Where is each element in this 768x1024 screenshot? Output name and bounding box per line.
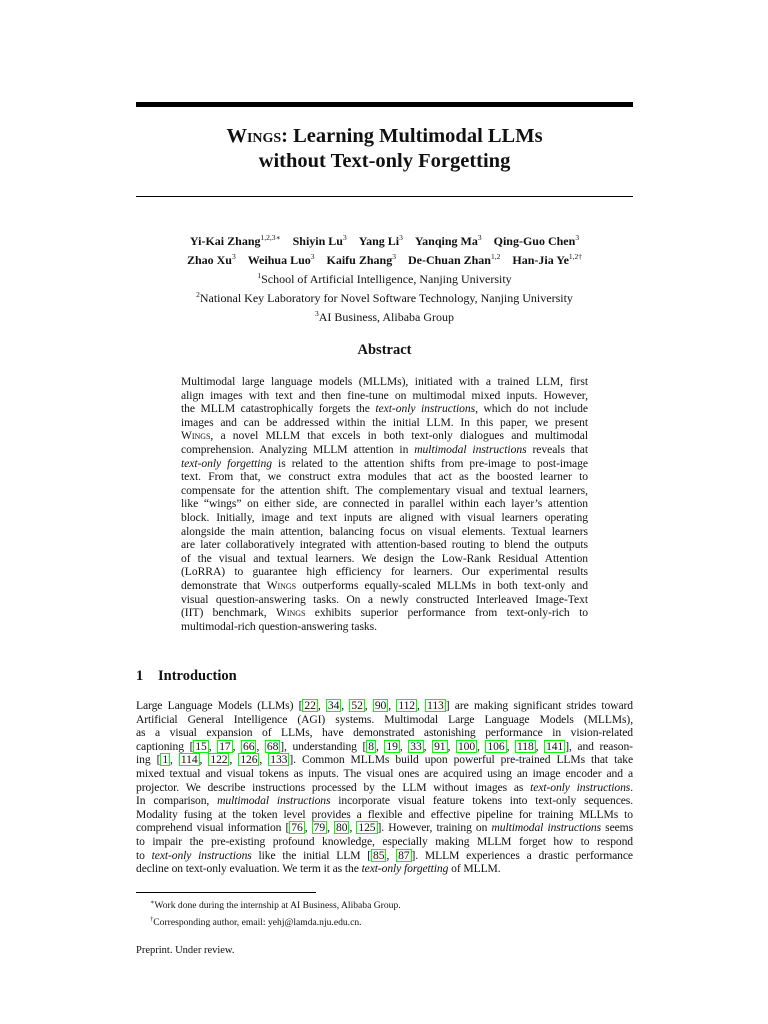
section-number: 1	[136, 668, 144, 684]
emphasis: multimodal instructions	[414, 442, 527, 456]
text-line: text-only forgetting is related to the attention shifts from pre-image to post-image	[181, 456, 588, 470]
author-block	[136, 230, 633, 325]
text-line: are later collaboratively integrated with attention-based routing to blend the outputs	[181, 538, 588, 552]
author-affiliation-mark: 3	[392, 252, 396, 261]
citation-link: 85	[373, 848, 385, 862]
emphasis: text-only instructions	[530, 780, 631, 794]
author-name: Kaifu Zhang$^3$	[326, 252, 396, 267]
affiliation-mark: 2	[196, 290, 200, 299]
citation-link: 125	[358, 821, 376, 835]
title-top-rule	[136, 102, 633, 107]
citation-link: 76	[291, 821, 303, 835]
author-name: Zhao Xu$^3$	[186, 252, 236, 267]
author-affiliation-mark: 3	[231, 252, 236, 261]
emphasis: text-only forgetting	[361, 862, 449, 876]
citation-link: 8	[368, 739, 374, 753]
text-line: the MLLM catastrophically forgets the text-only instructions, which do not include	[181, 402, 588, 416]
text-line: projector. We describe instructions processed by the LLM without images as text-only instructions.	[136, 780, 633, 794]
footnote: ∗Work done during the internship at AI Business, Alibaba Group.	[150, 899, 401, 911]
emphasis: text-only instructions	[375, 402, 476, 416]
author-affiliation-mark: 3	[477, 233, 482, 242]
text-line: captioning [ 15 , 17 , 66 , 68 ], understanding [ 8 , 19 , 33 , 91 , 100 , 106 , 118 , 141 ], and reason-	[136, 739, 633, 753]
title-line1: : Learning Multimodal LLMs	[281, 125, 543, 147]
citation-link: 114	[180, 753, 198, 767]
section-title: Introduction	[158, 668, 237, 684]
citation-link: 122	[210, 753, 228, 767]
text-line: Multimodal large language models (MLLMs), initiated with a trained LLM, first	[181, 375, 588, 388]
citation-link: 100	[457, 739, 476, 753]
author-affiliation-mark: 3	[399, 233, 403, 242]
emphasis: text-only forgetting	[181, 456, 272, 470]
citation-link: 141	[546, 739, 564, 753]
citation-link: 22	[304, 699, 316, 712]
text-line: to impair the pre-existing profound knowledge, especially making MLLM forget how to respond	[136, 834, 633, 848]
text-line: block. Initially, image and text inputs are aligned with visual learners operating	[181, 510, 588, 524]
author-name: De-Chuan Zhan$^{1,2}$	[407, 252, 501, 267]
text-line: alongside the main attention, balancing focus on visual elements. Textual learners	[181, 524, 588, 538]
author-affiliation-mark: 3	[310, 252, 315, 261]
emphasis: text-only instructions	[151, 848, 252, 862]
citation-link: 106	[487, 739, 505, 753]
paper-title	[136, 124, 633, 174]
text-line: of the visual and textual learners. We design the Low-Rank Residual Attention	[181, 551, 588, 565]
citation-link: 17	[219, 739, 231, 753]
text-line: multimodal-rich question-answering tasks.	[181, 619, 377, 633]
author-name: Yanqing Ma$^3$	[414, 233, 482, 248]
affiliations	[136, 268, 633, 325]
author-name: Qing-Guo Chen$^3$	[493, 233, 580, 248]
text-line: images and can be addressed within the initial LLM. In this paper, we present	[181, 415, 588, 429]
author-row	[136, 230, 633, 249]
citation-link: 66	[243, 739, 255, 753]
text-line: visual question-answering tasks. On a newly constructed Interleaved Image-Text	[181, 592, 588, 606]
abstract-heading: Abstract	[357, 342, 412, 358]
text-line: text. From that, we construct extra modules that act as the boosted learner to	[181, 470, 588, 484]
text-line: Modality fusing at the token level provides a flexible and effective pipeline for training MLLMs to	[136, 807, 633, 821]
affiliation-line: $^3$AI Business, Alibaba Group	[314, 309, 455, 324]
citation-link: 19	[386, 739, 398, 753]
citation-link: 79	[313, 821, 326, 835]
wings-name: Wings	[266, 578, 297, 592]
text-line: as a visual expansion of LLMs, have demonstrated astonishing performance in vision-related	[136, 726, 633, 740]
author-affiliation-mark: 3	[575, 233, 580, 242]
citation-link: 113	[427, 699, 444, 712]
author-name: Yi-Kai Zhang$^{1,2,3∗}$	[189, 233, 281, 248]
affiliation-mark: 3	[314, 309, 319, 318]
footnotes	[150, 896, 401, 930]
citation-link: 34	[327, 699, 340, 712]
preprint-note: Preprint. Under review.	[136, 945, 235, 956]
text-line: (LoRRA) to guarantee high efficiency for learners. Our experimental results	[181, 565, 588, 579]
text-line: Wings, a novel MLLM that excels in both text-only dialogues and multimodal	[181, 429, 588, 443]
emphasis: multimodal instructions	[491, 821, 602, 835]
citation-link: 1	[162, 753, 169, 767]
citation-link: 15	[195, 739, 207, 753]
text-line: comprehend visual information [ 76 , 79 , 80 , 125 ]. However, training on multimodal instructions seems	[136, 821, 634, 835]
author-name: Shiyin Lu$^3$	[292, 233, 347, 248]
author-affiliation-mark: 1,2†	[568, 252, 583, 261]
citation-link: 90	[374, 699, 387, 712]
text-line: mixed textual and visual tokens as inputs. The visual ones are acquired using an image encoder and a	[136, 766, 633, 780]
text-line: compensate for the attention shift. The complementary visual and textual learners,	[181, 483, 588, 497]
footnote: †Corresponding author, email: yehj@lamda.nju.edu.cn.	[150, 916, 362, 928]
text-line: like “wings” on either side, are connected in parallel within each layer’s attention	[181, 497, 588, 511]
citation-link: 68	[266, 739, 279, 753]
author-affiliation-mark: 1,2,3∗	[260, 233, 281, 242]
text-line: (IIT) benchmark, Wings exhibits superior performance from text-only-rich to	[181, 606, 588, 620]
affiliation-line: $^1$School of Artificial Intelligence, Nanjing University	[257, 271, 512, 286]
author-row	[136, 249, 633, 268]
citation-link: 126	[240, 753, 258, 767]
text-line: ing [ 1 , 114 , 122 , 126 , 133 ]. Common MLLMs build upon powerful pre-trained LLMs that take	[136, 753, 633, 767]
title-bottom-rule	[136, 196, 633, 197]
author-affiliation-mark: 1,2	[490, 252, 501, 261]
introduction-body	[136, 699, 633, 876]
citation-link: 87	[398, 848, 410, 862]
text-line: align images with text and then fine-tune on multimodal mixed inputs. However,	[181, 388, 588, 402]
text-line: to text-only instructions like the initial LLM [ 85 , 87 ]. MLLM experiences a drastic performance	[136, 848, 633, 862]
citation-link: 80	[336, 821, 348, 835]
author-name: Yang Li$^3$	[358, 233, 403, 248]
author-name: Weihua Luo$^3$	[247, 252, 315, 267]
citation-link: 118	[517, 739, 534, 753]
text-line: demonstrate that Wings outperforms equally-scaled MLLMs in both text-only and	[181, 578, 588, 592]
affiliation-mark: 1	[257, 271, 262, 280]
citation-link: 133	[270, 753, 288, 767]
text-line: In comparison, multimodal instructions incorporate visual feature tokens into text-only sequences.	[136, 794, 634, 808]
footnote-rule	[136, 892, 316, 893]
author-name: Han-Jia $Ye^{1,2\dagger}$	[512, 252, 583, 267]
abstract-body	[181, 375, 588, 633]
citation-link: 52	[351, 699, 363, 712]
title-wings: Wings	[226, 125, 282, 147]
text-line: Large Language Models (LLMs) [ 22 , 34 , 52 , 90 , 112 , 113 ] are making significant strides toward	[136, 699, 633, 712]
title-line2: without Text-only Forgetting	[258, 150, 511, 172]
text-line: decline on text-only evaluation. We term it as the text-only forgetting of MLLM.	[136, 862, 501, 876]
citation-link: 112	[398, 699, 416, 712]
author-affiliation-mark: 3	[342, 233, 347, 242]
text-line: Artificial General Intelligence (AGI) systems. Multimodal Large Language Models (MLLMs),	[136, 712, 633, 726]
wings-name: Wings	[181, 429, 211, 443]
wings-name: Wings	[275, 606, 306, 620]
text-line: comprehension. Analyzing MLLM attention in multimodal instructions reveals that	[181, 442, 588, 456]
emphasis: multimodal instructions	[217, 794, 331, 808]
section-heading	[136, 668, 237, 685]
footnote-mark: ∗	[150, 899, 155, 906]
footnote-mark: †	[150, 916, 154, 923]
citation-link: 33	[410, 739, 422, 753]
affiliation-line: $^2$National Key Laboratory for Novel Software Technology, Nanjing University	[196, 290, 573, 305]
citation-link: 91	[434, 739, 446, 753]
